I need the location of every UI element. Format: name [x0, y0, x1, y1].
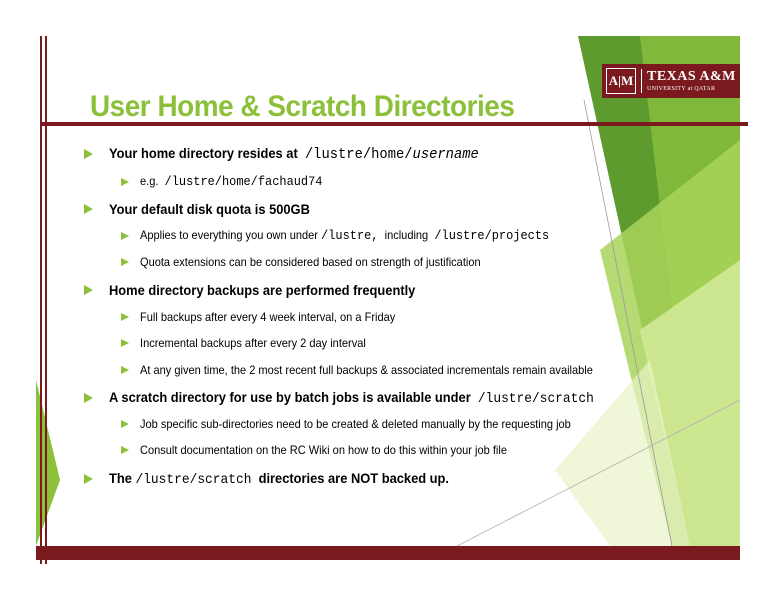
bullet-label: A scratch directory for use by batch jobs is available under — [109, 389, 471, 405]
bullet-arrow-icon — [84, 393, 93, 403]
subbullet-label-middle: including — [384, 228, 429, 242]
subbullet-full-backups — [121, 310, 417, 324]
subbullet-text — [140, 228, 549, 243]
bullet-backups — [84, 282, 442, 298]
path-code-italic: username — [412, 146, 479, 163]
subbullet-text — [140, 174, 322, 189]
logo-mark: A|M — [606, 68, 636, 94]
bullet-text — [109, 470, 449, 488]
bullet-arrow-icon — [84, 474, 93, 484]
bullet-label: Your home directory resides at — [109, 145, 298, 161]
bullet-home-directory — [84, 145, 511, 163]
subbullet-quota-applies — [121, 228, 585, 243]
bullet-arrow-icon — [84, 204, 93, 214]
subbullet-job-subdirectories — [121, 417, 608, 431]
subbullet-arrow-icon — [121, 232, 129, 240]
bullet-scratch-directory — [84, 389, 636, 407]
subbullet-text: Consult documentation on the RC Wiki on how to do this within your job file — [140, 443, 507, 457]
subbullet-arrow-icon — [121, 446, 129, 454]
footer-bar — [36, 546, 740, 560]
bullet-disk-quota — [84, 201, 327, 217]
path-code: /lustre/home/ — [304, 146, 413, 163]
logo-divider — [641, 69, 642, 93]
path-code: /lustre, — [321, 228, 379, 243]
path-code: /lustre/scratch — [135, 472, 252, 488]
subbullet-incremental-backups — [121, 336, 385, 350]
subbullet-label: Applies to everything you own under — [140, 228, 318, 242]
bullet-text — [109, 389, 594, 407]
left-vertical-rule-1 — [40, 36, 42, 564]
logo-name: TEXAS A&M — [647, 69, 736, 84]
path-code: /lustre/scratch — [477, 391, 594, 407]
subbullet-rc-wiki — [121, 443, 539, 457]
subbullet-arrow-icon — [121, 178, 129, 186]
path-code: /lustre/home/fachaud74 — [164, 174, 323, 189]
subbullet-arrow-icon — [121, 258, 129, 266]
bullet-text: Your default disk quota is 500GB — [109, 201, 310, 217]
subbullet-arrow-icon — [121, 313, 129, 321]
subbullet-arrow-icon — [121, 420, 129, 428]
logo-subtitle: UNIVERSITY at QATAR — [647, 86, 716, 92]
logo-text — [647, 70, 736, 92]
subbullet-arrow-icon — [121, 366, 129, 374]
tamu-qatar-logo — [602, 64, 740, 98]
left-vertical-rule-2 — [45, 36, 47, 564]
bullet-label-end: directories are NOT backed up. — [258, 470, 449, 486]
subbullet-text: At any given time, the 2 most recent full backups & associated incrementals remain available — [140, 363, 593, 377]
subbullet-quota-extensions — [121, 255, 510, 269]
path-code: /lustre/projects — [434, 228, 550, 243]
slide-title: User Home & Scratch Directories — [90, 90, 515, 123]
subbullet-label: e.g. — [140, 174, 159, 188]
subbullet-text: Full backups after every 4 week interval, on a Friday — [140, 310, 396, 324]
bullet-text: Home directory backups are performed frequently — [109, 282, 416, 298]
bullet-arrow-icon — [84, 285, 93, 295]
subbullet-text: Job specific sub-directories need to be created & deleted manually by the requesting job — [140, 417, 571, 431]
bullet-label: The — [109, 470, 132, 486]
subbullet-text: Quota extensions can be considered based on strength of justification — [140, 255, 481, 269]
subbullet-backups-available — [121, 363, 632, 377]
bullet-scratch-not-backed-up — [84, 470, 479, 488]
bullet-arrow-icon — [84, 149, 93, 159]
subbullet-arrow-icon — [121, 339, 129, 347]
bullet-text — [109, 145, 479, 163]
subbullet-example-path — [121, 174, 338, 189]
subbullet-text: Incremental backups after every 2 day interval — [140, 336, 366, 350]
